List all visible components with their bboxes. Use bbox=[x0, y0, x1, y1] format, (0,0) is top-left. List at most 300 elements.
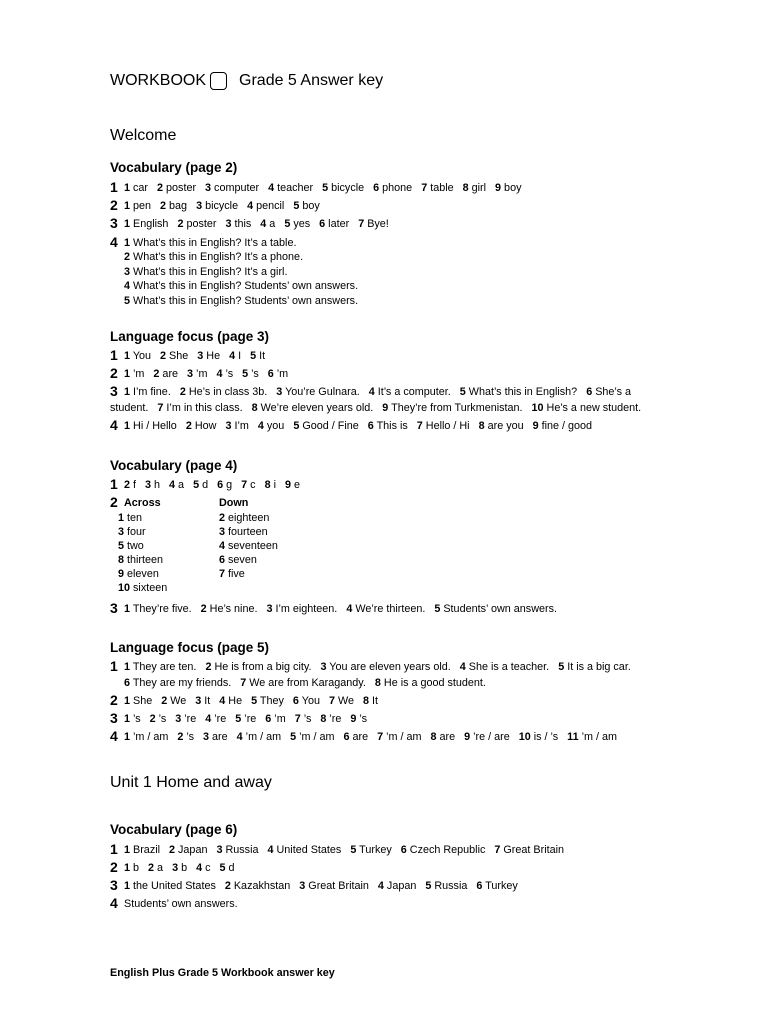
item-number: 9 bbox=[284, 479, 291, 491]
item-answer: United States bbox=[273, 844, 342, 856]
answer-item bbox=[373, 182, 412, 194]
answer-item bbox=[169, 844, 207, 856]
item-answer: table bbox=[427, 182, 454, 194]
item-number: 3 bbox=[124, 266, 131, 278]
item-answer: the United States bbox=[130, 880, 216, 892]
answer-item bbox=[558, 661, 631, 673]
list-item bbox=[219, 511, 278, 525]
item-number: 4 bbox=[267, 844, 274, 856]
list-item bbox=[118, 553, 167, 567]
answer-line bbox=[124, 694, 378, 708]
subheading-language-focus-page-3: Language focus (page 3) bbox=[110, 329, 270, 344]
item-number: 2 bbox=[219, 512, 226, 524]
column-header-down: Down bbox=[219, 497, 249, 509]
answer-item bbox=[118, 554, 163, 566]
item-number: 1 bbox=[124, 368, 131, 380]
answer-item bbox=[267, 844, 341, 856]
item-answer: is / ’s bbox=[530, 731, 559, 743]
answer-line bbox=[124, 181, 521, 195]
item-number: 7 bbox=[494, 844, 501, 856]
item-answer: boy bbox=[299, 200, 320, 212]
item-answer: Good / Fine bbox=[299, 420, 359, 432]
answer-line: student. 7 I’m in this class. 8 We’re eleven years old. 9 They’re from Turkmenistan. 10 He’s a new student. bbox=[110, 402, 642, 414]
item-answer: ten bbox=[124, 512, 143, 524]
item-answer: you bbox=[263, 420, 285, 432]
exercise-number: 3 bbox=[110, 215, 118, 231]
item-number: 7 bbox=[377, 731, 384, 743]
answer-line bbox=[124, 676, 486, 690]
answer-item bbox=[319, 218, 349, 230]
item-answer: Czech Republic bbox=[406, 844, 486, 856]
item-answer: Japan bbox=[175, 844, 208, 856]
answer-item bbox=[417, 420, 470, 432]
item-answer: ’re bbox=[241, 713, 257, 725]
answer-line bbox=[124, 419, 592, 433]
exercise-number: 1 bbox=[110, 658, 118, 674]
item-answer: are bbox=[209, 731, 228, 743]
answer-item bbox=[160, 350, 188, 362]
item-number: 6 bbox=[319, 218, 326, 230]
list-item bbox=[219, 539, 278, 553]
item-number: 3 bbox=[219, 526, 226, 538]
item-number: 7 bbox=[241, 479, 248, 491]
answer-item bbox=[250, 350, 265, 362]
item-answer: What’s this in English? Students’ own answers. bbox=[130, 295, 359, 307]
item-answer: yes bbox=[290, 218, 311, 230]
item-answer: You’re Gulnara. bbox=[282, 386, 360, 398]
subheading-vocabulary-page-6: Vocabulary (page 6) bbox=[110, 822, 238, 837]
item-number: 2 bbox=[124, 251, 131, 263]
item-number: 5 bbox=[459, 386, 466, 398]
item-answer: this bbox=[231, 218, 252, 230]
list-item bbox=[219, 567, 278, 581]
answer-item bbox=[377, 731, 421, 743]
item-answer: He is a good student. bbox=[380, 677, 486, 689]
item-number: 7 bbox=[421, 182, 428, 194]
item-answer: eighteen bbox=[225, 512, 270, 524]
item-number: 3 bbox=[196, 200, 203, 212]
item-number: 5 bbox=[193, 479, 200, 491]
item-number: 8 bbox=[251, 402, 258, 414]
item-answer: Kazakhstan bbox=[230, 880, 291, 892]
answer-line bbox=[124, 367, 288, 381]
answer-item bbox=[193, 479, 208, 491]
item-number: 1 bbox=[124, 713, 131, 725]
answer-item bbox=[495, 182, 521, 194]
item-answer: She’s a bbox=[592, 386, 632, 398]
answer-item bbox=[434, 603, 557, 615]
answer-item bbox=[124, 661, 196, 673]
answer-item bbox=[205, 713, 226, 725]
item-answer: Turkey bbox=[356, 844, 392, 856]
answer-item bbox=[124, 479, 136, 491]
item-number: 9 bbox=[532, 420, 539, 432]
item-number: 2 bbox=[160, 350, 167, 362]
exercise-number: 1 bbox=[110, 179, 118, 195]
item-number: 4 bbox=[205, 713, 212, 725]
subheading-vocabulary-page-4: Vocabulary (page 4) bbox=[110, 458, 238, 473]
item-number: 2 bbox=[161, 695, 168, 707]
answer-item bbox=[186, 420, 217, 432]
answer-item bbox=[124, 182, 148, 194]
answer-item bbox=[567, 731, 617, 743]
item-number: 5 bbox=[293, 200, 300, 212]
item-number: 6 bbox=[217, 479, 224, 491]
exercise-number: 3 bbox=[110, 877, 118, 893]
item-answer: d bbox=[225, 862, 235, 874]
answer-item bbox=[268, 182, 313, 194]
answer-item bbox=[368, 420, 408, 432]
answer-item bbox=[219, 540, 278, 552]
item-number: 1 bbox=[124, 731, 131, 743]
item-answer: They’re from Turkmenistan. bbox=[388, 402, 523, 414]
item-answer: eleven bbox=[124, 568, 159, 580]
exercise-number: 4 bbox=[110, 895, 118, 911]
list-item bbox=[118, 511, 167, 525]
item-answer: ’m bbox=[271, 713, 286, 725]
item-answer: You bbox=[130, 350, 152, 362]
item-answer: It bbox=[369, 695, 378, 707]
item-answer: ’re bbox=[211, 713, 227, 725]
item-number: 5 bbox=[219, 862, 226, 874]
exercise-number: 2 bbox=[110, 859, 118, 875]
answer-item bbox=[382, 402, 522, 414]
item-answer: seventeen bbox=[225, 540, 278, 552]
item-answer: ’s bbox=[130, 713, 141, 725]
answer-item bbox=[118, 526, 146, 538]
answer-item bbox=[378, 880, 416, 892]
item-number: 5 bbox=[235, 713, 242, 725]
item-number: 3 bbox=[299, 880, 306, 892]
item-number: 8 bbox=[264, 479, 271, 491]
answer-item bbox=[219, 526, 268, 538]
answer-item bbox=[196, 862, 210, 874]
item-number: 3 bbox=[225, 218, 232, 230]
item-number: 3 bbox=[187, 368, 194, 380]
answer-item bbox=[258, 420, 284, 432]
answer-item bbox=[240, 677, 366, 689]
item-answer: ’s bbox=[300, 713, 312, 725]
item-number: 3 bbox=[205, 182, 212, 194]
item-answer: ’m bbox=[193, 368, 208, 380]
item-answer: You are eleven years old. bbox=[326, 661, 451, 673]
item-number: 2 bbox=[177, 218, 184, 230]
answer-item bbox=[118, 512, 142, 524]
item-answer: ’s bbox=[183, 731, 195, 743]
answer-item bbox=[266, 603, 337, 615]
item-number: 8 bbox=[478, 420, 485, 432]
exercise-number: 3 bbox=[110, 600, 118, 616]
exercise-number: 4 bbox=[110, 728, 118, 744]
item-number: 4 bbox=[229, 350, 236, 362]
item-number: 10 bbox=[118, 582, 131, 594]
item-answer: Turkey bbox=[482, 880, 518, 892]
answer-line bbox=[124, 660, 631, 674]
item-answer: pen bbox=[130, 200, 152, 212]
exercise-number: 3 bbox=[110, 710, 118, 726]
item-answer: computer bbox=[211, 182, 260, 194]
item-answer: boy bbox=[501, 182, 522, 194]
item-number: 4 bbox=[268, 182, 275, 194]
item-answer: He is from a big city. bbox=[211, 661, 312, 673]
item-answer: Japan bbox=[383, 880, 417, 892]
item-number: 9 bbox=[350, 713, 357, 725]
item-answer: ’s bbox=[155, 713, 167, 725]
answer-item bbox=[431, 731, 456, 743]
item-number: 1 bbox=[124, 386, 131, 398]
answer-item bbox=[425, 880, 467, 892]
answer-line bbox=[157, 402, 641, 414]
answer-item bbox=[237, 731, 281, 743]
answer-item bbox=[197, 350, 220, 362]
item-answer: You bbox=[298, 695, 320, 707]
item-answer: What’s this in English? It’s a girl. bbox=[130, 266, 288, 278]
item-number: 1 bbox=[124, 695, 131, 707]
answer-item bbox=[464, 731, 510, 743]
item-number: 3 bbox=[118, 526, 125, 538]
item-number: 3 bbox=[216, 844, 223, 856]
answer-line bbox=[124, 279, 358, 293]
item-answer: We’re eleven years old. bbox=[257, 402, 374, 414]
item-answer: What’s this in English? Students’ own answers. bbox=[130, 280, 359, 292]
answer-item bbox=[118, 568, 159, 580]
list-item bbox=[118, 539, 167, 553]
exercise-number: 1 bbox=[110, 841, 118, 857]
item-number: 4 bbox=[216, 368, 223, 380]
exercise-number: 4 bbox=[110, 417, 118, 433]
answer-item bbox=[169, 479, 184, 491]
item-number: 2 bbox=[153, 368, 160, 380]
item-number: 4 bbox=[247, 200, 254, 212]
answer-item bbox=[586, 386, 631, 398]
item-number: 2 bbox=[169, 844, 176, 856]
answer-item bbox=[205, 661, 311, 673]
answer-item bbox=[201, 603, 258, 615]
item-number: 6 bbox=[373, 182, 380, 194]
item-answer: two bbox=[124, 540, 144, 552]
item-answer: bag bbox=[166, 200, 188, 212]
item-number: 9 bbox=[464, 731, 471, 743]
item-number: 2 bbox=[224, 880, 231, 892]
item-answer: Hello / Hi bbox=[422, 420, 470, 432]
item-answer: Great Britain bbox=[500, 844, 565, 856]
item-answer: ’m / am bbox=[242, 731, 282, 743]
answer-item bbox=[479, 420, 524, 432]
answer-item bbox=[124, 218, 168, 230]
answer-item bbox=[532, 402, 642, 414]
item-number: 3 bbox=[320, 661, 327, 673]
item-number: 1 bbox=[124, 350, 131, 362]
item-answer: five bbox=[225, 568, 245, 580]
answer-item bbox=[225, 880, 290, 892]
answer-item bbox=[225, 420, 248, 432]
item-answer: phone bbox=[379, 182, 413, 194]
answer-item bbox=[153, 368, 178, 380]
item-answer: pencil bbox=[253, 200, 285, 212]
answer-item bbox=[118, 582, 167, 594]
answer-item bbox=[235, 713, 256, 725]
item-answer: Hi / Hello bbox=[130, 420, 177, 432]
answer-item bbox=[460, 661, 549, 673]
item-answer: Students’ own answers. bbox=[440, 603, 557, 615]
item-answer: I’m in this class. bbox=[163, 402, 243, 414]
answer-item bbox=[124, 386, 171, 398]
item-number: 2 bbox=[124, 479, 131, 491]
item-number: 7 bbox=[294, 713, 301, 725]
answer-item bbox=[293, 420, 358, 432]
answer-item bbox=[219, 695, 242, 707]
item-answer: Brazil bbox=[130, 844, 161, 856]
item-answer: We’re thirteen. bbox=[352, 603, 426, 615]
item-answer: It’s a computer. bbox=[374, 386, 451, 398]
answer-item bbox=[157, 402, 242, 414]
item-number: 3 bbox=[266, 603, 273, 615]
item-answer: We bbox=[334, 695, 354, 707]
answer-line bbox=[124, 294, 358, 308]
item-number: 1 bbox=[124, 661, 131, 673]
item-number: 5 bbox=[434, 603, 441, 615]
item-answer: sixteen bbox=[130, 582, 168, 594]
answer-item bbox=[124, 266, 287, 278]
answer-item bbox=[252, 402, 374, 414]
answer-item bbox=[217, 479, 232, 491]
item-answer: ’m bbox=[273, 368, 289, 380]
answer-item bbox=[216, 844, 258, 856]
answer-item bbox=[124, 237, 296, 249]
answer-item bbox=[358, 218, 389, 230]
item-answer: It is a big car. bbox=[564, 661, 631, 673]
subheading-vocabulary-page-2: Vocabulary (page 2) bbox=[110, 160, 238, 175]
answer-line bbox=[124, 478, 300, 492]
answer-line bbox=[124, 236, 296, 250]
item-answer: ’s bbox=[222, 368, 234, 380]
item-number: 2 bbox=[200, 603, 207, 615]
answer-line bbox=[124, 861, 235, 875]
answer-item bbox=[124, 350, 151, 362]
section-heading-unit-1: Unit 1 Home and away bbox=[110, 774, 272, 791]
item-answer: I bbox=[235, 350, 242, 362]
item-answer: ’s bbox=[356, 713, 367, 725]
column-header-across: Across bbox=[124, 497, 161, 509]
item-answer: i bbox=[270, 479, 276, 491]
item-answer: She is a teacher. bbox=[465, 661, 550, 673]
item-number: 8 bbox=[320, 713, 327, 725]
answer-line bbox=[124, 250, 303, 264]
item-number: 1 bbox=[124, 880, 131, 892]
item-answer: Russia bbox=[222, 844, 259, 856]
answer-item bbox=[320, 713, 341, 725]
item-answer: a bbox=[175, 479, 185, 491]
answer-item bbox=[124, 862, 139, 874]
answer-item bbox=[290, 731, 334, 743]
list-item bbox=[118, 567, 167, 581]
item-answer: He bbox=[225, 695, 243, 707]
item-number: 4 bbox=[346, 603, 353, 615]
item-number: 1 bbox=[124, 200, 131, 212]
exercise-number: 1 bbox=[110, 476, 118, 492]
answer-item bbox=[180, 386, 267, 398]
item-number: 8 bbox=[374, 677, 381, 689]
answer-item bbox=[519, 731, 558, 743]
item-answer: are you bbox=[484, 420, 524, 432]
item-answer: This is bbox=[373, 420, 408, 432]
item-number: 6 bbox=[367, 420, 374, 432]
item-number: 6 bbox=[124, 677, 131, 689]
item-number: 5 bbox=[118, 540, 125, 552]
answer-item bbox=[260, 218, 275, 230]
item-number: 5 bbox=[250, 350, 257, 362]
item-number: 9 bbox=[382, 402, 389, 414]
item-number: 2 bbox=[185, 420, 192, 432]
answer-item bbox=[247, 200, 284, 212]
item-answer: ’m / am bbox=[383, 731, 422, 743]
item-number: 5 bbox=[284, 218, 291, 230]
answer-item bbox=[229, 350, 241, 362]
item-answer: bicycle bbox=[328, 182, 365, 194]
answer-item bbox=[187, 368, 207, 380]
answer-item bbox=[124, 677, 231, 689]
item-number: 6 bbox=[219, 554, 226, 566]
item-answer: four bbox=[124, 526, 146, 538]
section-heading-welcome: Welcome bbox=[110, 127, 177, 144]
item-answer: How bbox=[191, 420, 217, 432]
answer-item bbox=[285, 479, 300, 491]
item-answer: ’m bbox=[130, 368, 145, 380]
item-answer: e bbox=[291, 479, 301, 491]
item-number: 4 bbox=[260, 218, 267, 230]
answer-item bbox=[293, 200, 319, 212]
item-answer: are bbox=[436, 731, 456, 743]
exercise-number: 2 bbox=[110, 692, 118, 708]
item-answer: teacher bbox=[274, 182, 314, 194]
item-answer: a bbox=[266, 218, 276, 230]
item-number: 7 bbox=[240, 677, 247, 689]
item-answer: I’m eighteen. bbox=[272, 603, 338, 615]
item-answer: Bye! bbox=[364, 218, 389, 230]
answer-item bbox=[343, 731, 368, 743]
item-answer: He’s a new student. bbox=[543, 402, 642, 414]
item-number: 1 bbox=[124, 844, 131, 856]
item-number: 4 bbox=[257, 420, 264, 432]
item-number: 11 bbox=[567, 731, 579, 743]
list-item bbox=[219, 525, 278, 539]
item-number: 4 bbox=[219, 540, 226, 552]
answer-item bbox=[124, 713, 141, 725]
answer-item bbox=[225, 218, 251, 230]
item-answer: They are my friends. bbox=[130, 677, 232, 689]
exercise-number: 1 bbox=[110, 347, 118, 363]
item-answer: later bbox=[325, 218, 350, 230]
answer-item bbox=[124, 200, 151, 212]
item-number: 5 bbox=[124, 295, 131, 307]
answer-item bbox=[219, 512, 269, 524]
answer-item bbox=[460, 386, 577, 398]
item-number: 8 bbox=[362, 695, 369, 707]
exercise-number: 2 bbox=[110, 365, 118, 381]
item-answer: seven bbox=[225, 554, 257, 566]
item-number: 9 bbox=[495, 182, 502, 194]
answer-item bbox=[150, 713, 167, 725]
item-answer: English bbox=[130, 218, 169, 230]
item-number: 6 bbox=[292, 695, 299, 707]
answer-item bbox=[177, 731, 194, 743]
item-answer: ’m / am bbox=[296, 731, 335, 743]
item-answer: He bbox=[203, 350, 221, 362]
item-answer: What’s this in English? bbox=[465, 386, 578, 398]
down-list bbox=[219, 511, 278, 581]
item-answer: car bbox=[130, 182, 149, 194]
answer-item bbox=[350, 844, 391, 856]
